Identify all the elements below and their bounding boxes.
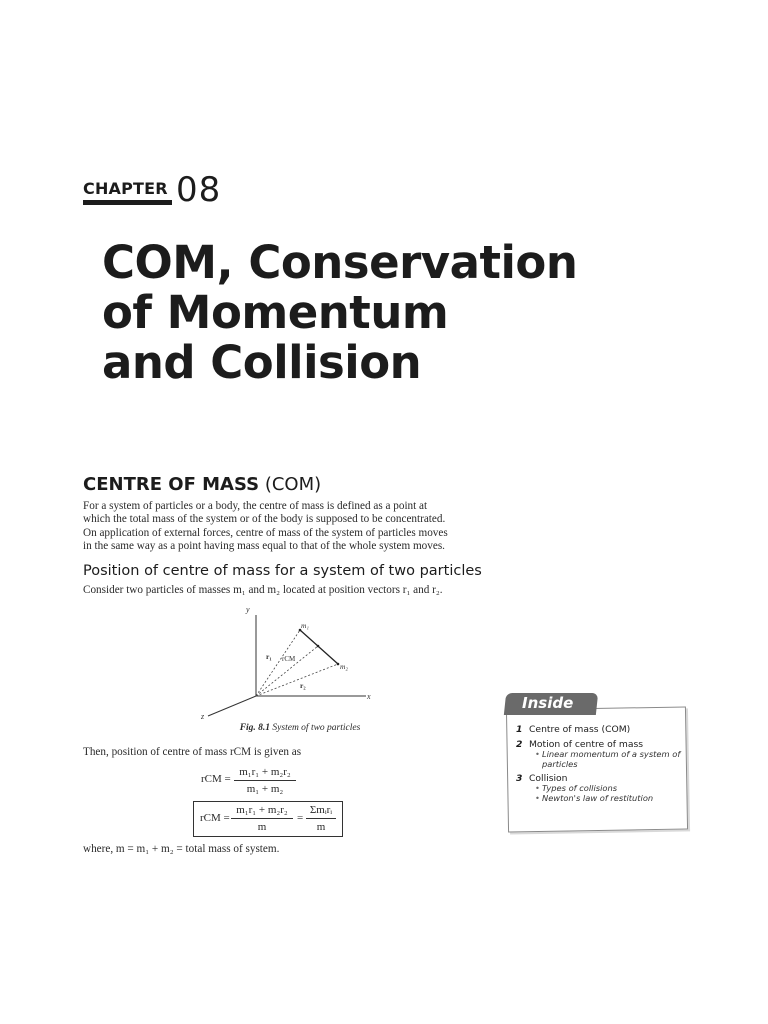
eq2-denominator: m xyxy=(257,821,267,833)
section-heading-main: CENTRE OF MASS xyxy=(83,474,260,495)
m1-label: m₁ xyxy=(301,621,310,630)
z-label: z xyxy=(201,712,205,721)
inside-item-label: Motion of centre of mass xyxy=(529,739,644,750)
inside-subitem[interactable] xyxy=(535,750,686,769)
inside-item-number: 1 xyxy=(516,724,523,735)
paragraph-line: in the same way as a point having mass equal to that of the whole system moves. xyxy=(83,539,445,552)
eq1-lhs: rCM = xyxy=(201,773,231,785)
r1-vector xyxy=(256,630,300,696)
particle-link xyxy=(300,630,338,664)
two-particle-figure xyxy=(190,600,390,725)
chapter-number: 08 xyxy=(176,170,222,210)
eq1-denominator: m₁ + m₂ xyxy=(246,783,284,795)
inside-item-label: Collision xyxy=(529,773,568,784)
section-paragraph xyxy=(83,500,493,553)
figure-caption xyxy=(200,723,400,733)
eq2-equals: = xyxy=(297,812,304,824)
eq1-numerator: m₁r₁ + m₂r₂ xyxy=(239,766,291,778)
paragraph-line: On application of external forces, centre of mass of the system of particles moves xyxy=(83,526,448,539)
chapter-title-line-1: COM, Conservation xyxy=(102,236,578,289)
bullet-icon: • xyxy=(535,792,540,803)
paragraph-line: For a system of particles or a body, the centre of mass is defined as a point at xyxy=(83,500,428,512)
inside-subitem-label: Types of collisions xyxy=(542,783,618,793)
figure-caption-text: System of two particles xyxy=(272,723,361,733)
chapter-title-line-2: of Momentum xyxy=(102,286,449,339)
inside-item-label: Centre of mass (COM) xyxy=(529,724,631,735)
chapter-title-line-3: and Collision xyxy=(102,336,422,389)
inside-subitem-label: Newton's law of restitution xyxy=(542,792,654,803)
m2-point xyxy=(337,663,340,666)
eq2-fraction-bar-2 xyxy=(306,818,336,819)
inside-item-number: 3 xyxy=(516,773,523,784)
eq2-lhs: rCM = xyxy=(200,812,230,824)
inside-subitem[interactable] xyxy=(535,794,686,804)
rcm-label: rCM xyxy=(282,655,296,663)
where-text: where, m = m₁ + m₂ = total mass of system. xyxy=(83,843,280,855)
inside-item-1[interactable] xyxy=(516,724,686,735)
chapter-label: CHAPTER xyxy=(83,179,168,198)
figure-number: Fig. 8.1 xyxy=(239,723,271,733)
eq2-numerator: m₁r₁ + m₂r₂ xyxy=(236,804,288,816)
inside-label: Inside xyxy=(522,694,574,712)
section-heading-abbrev: (COM) xyxy=(264,474,322,495)
bullet-icon: • xyxy=(535,749,540,759)
chapter-title xyxy=(102,238,662,388)
r2-label: r₂ xyxy=(300,681,306,690)
subsection-heading: Position of centre of mass for a system of two particles xyxy=(83,563,482,579)
inside-contents-list xyxy=(516,724,686,803)
z-axis xyxy=(208,696,256,716)
paragraph-line: which the total mass of the system or of the body is supposed to be concentrated. xyxy=(83,513,446,526)
m2-label: m₂ xyxy=(340,662,349,671)
eq1-fraction-bar xyxy=(234,780,296,781)
inside-item-number: 2 xyxy=(516,739,523,750)
r2-vector xyxy=(256,664,338,696)
eq2-numerator-2: Σmᵢrᵢ xyxy=(309,804,333,816)
r1-label: r₁ xyxy=(266,652,272,661)
bullet-icon: • xyxy=(535,783,540,793)
cm-point xyxy=(317,645,320,648)
y-label: y xyxy=(246,605,250,614)
eq2-denominator-2: m xyxy=(316,821,326,833)
section-heading xyxy=(83,474,321,495)
eq2-fraction-bar xyxy=(231,818,293,819)
chapter-underline xyxy=(83,200,172,205)
inside-subitem-label: Linear momentum of a system of particles xyxy=(542,749,681,769)
x-label: x xyxy=(367,692,371,701)
subsection-intro: Consider two particles of masses m₁ and m₂ located at position vectors r₁ and r₂. xyxy=(83,584,443,596)
then-text: Then, position of centre of mass rCM is given as xyxy=(83,746,302,758)
